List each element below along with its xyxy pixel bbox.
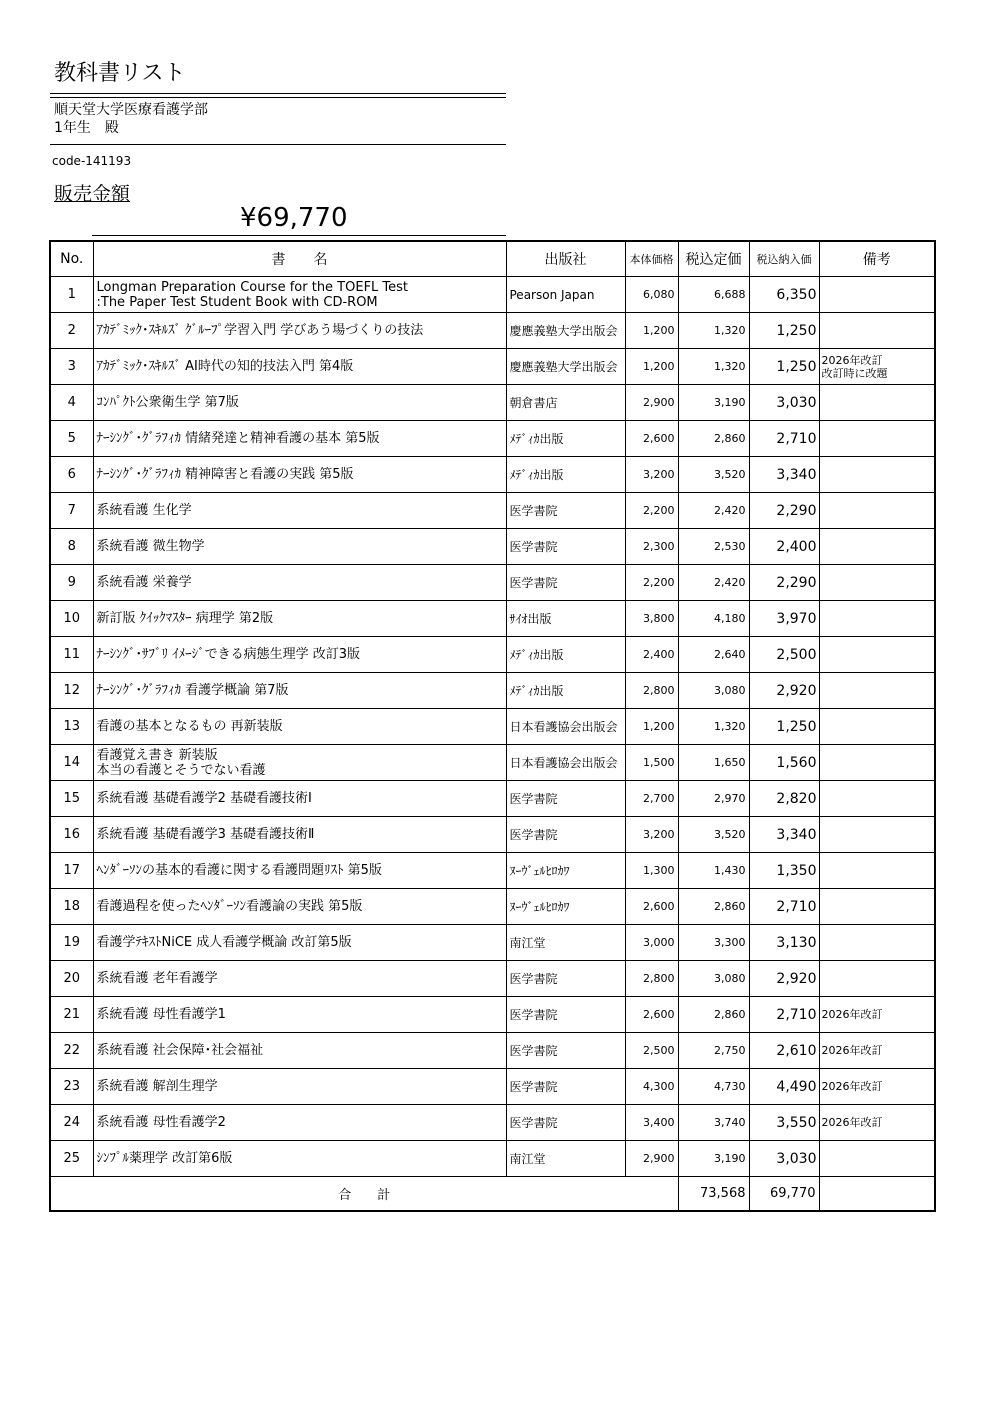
row-number: 15 — [50, 781, 93, 817]
note — [819, 745, 935, 781]
row-number: 14 — [50, 745, 93, 781]
total-row — [50, 1177, 935, 1212]
table-row — [50, 637, 935, 673]
net-price: 4,490 — [749, 1069, 819, 1105]
list-price: 3,300 — [678, 925, 749, 961]
base-price: 1,200 — [625, 709, 678, 745]
note — [819, 637, 935, 673]
book-title: 看護学ﾃｷｽﾄNiCE 成人看護学概論 改訂第5版 — [93, 925, 506, 961]
net-price: 1,250 — [749, 349, 819, 385]
base-price: 3,200 — [625, 817, 678, 853]
base-price: 2,400 — [625, 637, 678, 673]
header-notes: 備考 — [819, 241, 935, 277]
book-title: 新訂版 ｸｲｯｸﾏｽﾀｰ 病理学 第2版 — [93, 601, 506, 637]
list-price: 2,860 — [678, 997, 749, 1033]
book-title: 看護覚え書き 新装版 本当の看護とそうでない看護 — [93, 745, 506, 781]
net-price: 2,920 — [749, 673, 819, 709]
title-divider — [50, 93, 506, 94]
base-price: 2,800 — [625, 961, 678, 997]
net-price: 2,290 — [749, 565, 819, 601]
net-price: 1,250 — [749, 709, 819, 745]
publisher: 医学書院 — [506, 565, 625, 601]
header-publisher: 出版社 — [506, 241, 625, 277]
net-price: 2,710 — [749, 997, 819, 1033]
table-row — [50, 745, 935, 781]
publisher: 医学書院 — [506, 1069, 625, 1105]
book-title: ﾅｰｼﾝｸﾞ･ｻﾌﾞﾘ ｲﾒｰｼﾞできる病態生理学 改訂3版 — [93, 637, 506, 673]
row-number: 7 — [50, 493, 93, 529]
recipient-grade: 1年生 殿 — [54, 120, 119, 136]
document-code: code-141193 — [52, 154, 132, 168]
list-price: 6,688 — [678, 277, 749, 313]
note — [819, 313, 935, 349]
table-row — [50, 1069, 935, 1105]
row-number: 9 — [50, 565, 93, 601]
book-title: ﾅｰｼﾝｸﾞ･ｸﾞﾗﾌｨｶ 情緒発達と精神看護の基本 第5版 — [93, 421, 506, 457]
table-row — [50, 1033, 935, 1069]
book-title: ｺﾝﾊﾟｸﾄ公衆衛生学 第7版 — [93, 385, 506, 421]
header-net-price: 税込納入価 — [749, 241, 819, 277]
base-price: 2,300 — [625, 529, 678, 565]
table-row — [50, 493, 935, 529]
base-price: 3,400 — [625, 1105, 678, 1141]
net-price: 3,340 — [749, 457, 819, 493]
table-row — [50, 385, 935, 421]
list-price: 2,420 — [678, 565, 749, 601]
note — [819, 421, 935, 457]
list-price: 1,320 — [678, 349, 749, 385]
publisher: 医学書院 — [506, 961, 625, 997]
row-number: 10 — [50, 601, 93, 637]
list-price: 3,520 — [678, 817, 749, 853]
book-title: 系統看護 母性看護学1 — [93, 997, 506, 1033]
school-name: 順天堂大学医療看護学部 — [54, 102, 208, 118]
list-price: 1,650 — [678, 745, 749, 781]
list-price: 4,180 — [678, 601, 749, 637]
publisher: ﾒﾃﾞｨｶ出版 — [506, 637, 625, 673]
list-price: 2,530 — [678, 529, 749, 565]
base-price: 1,200 — [625, 349, 678, 385]
base-price: 4,300 — [625, 1069, 678, 1105]
book-title: 系統看護 社会保障･社会福祉 — [93, 1033, 506, 1069]
list-price: 3,190 — [678, 1141, 749, 1177]
note: 2026年改訂 — [819, 997, 935, 1033]
row-number: 4 — [50, 385, 93, 421]
list-price: 2,860 — [678, 889, 749, 925]
sales-amount-label: 販売金額 — [54, 183, 131, 205]
row-number: 12 — [50, 673, 93, 709]
header-list-price: 税込定価 — [678, 241, 749, 277]
sales-amount-underline — [92, 235, 506, 236]
table-row — [50, 1141, 935, 1177]
net-price: 2,500 — [749, 637, 819, 673]
document-title: 教科書リスト — [54, 61, 186, 86]
net-price: 2,820 — [749, 781, 819, 817]
base-price: 6,080 — [625, 277, 678, 313]
net-price: 1,250 — [749, 313, 819, 349]
table-row — [50, 349, 935, 385]
row-number: 16 — [50, 817, 93, 853]
note — [819, 457, 935, 493]
publisher: 朝倉書店 — [506, 385, 625, 421]
list-price: 1,320 — [678, 709, 749, 745]
list-price: 2,420 — [678, 493, 749, 529]
list-price: 3,080 — [678, 961, 749, 997]
list-price: 2,750 — [678, 1033, 749, 1069]
table-row — [50, 565, 935, 601]
note — [819, 925, 935, 961]
header-base-price: 本体価格 — [625, 241, 678, 277]
net-price: 3,970 — [749, 601, 819, 637]
publisher: 南江堂 — [506, 925, 625, 961]
net-price: 2,400 — [749, 529, 819, 565]
note — [819, 1141, 935, 1177]
publisher: 医学書院 — [506, 817, 625, 853]
note — [819, 601, 935, 637]
publisher: 慶應義塾大学出版会 — [506, 349, 625, 385]
header-title: 書 名 — [93, 241, 506, 277]
publisher: Pearson Japan — [506, 277, 625, 313]
title-divider-second — [50, 97, 506, 98]
book-title: 看護過程を使ったﾍﾝﾀﾞｰｿﾝ看護論の実践 第5版 — [93, 889, 506, 925]
base-price: 2,600 — [625, 421, 678, 457]
total-notes — [819, 1177, 935, 1212]
row-number: 20 — [50, 961, 93, 997]
row-number: 1 — [50, 277, 93, 313]
sales-amount-value: ¥69,770 — [240, 203, 348, 233]
table-row — [50, 421, 935, 457]
net-price: 3,030 — [749, 385, 819, 421]
book-title: 系統看護 基礎看護学2 基礎看護技術Ⅰ — [93, 781, 506, 817]
publisher: ﾒﾃﾞｨｶ出版 — [506, 421, 625, 457]
note — [819, 889, 935, 925]
list-price: 3,740 — [678, 1105, 749, 1141]
publisher: 医学書院 — [506, 997, 625, 1033]
row-number: 23 — [50, 1069, 93, 1105]
note: 2026年改訂 — [819, 1105, 935, 1141]
base-price: 2,500 — [625, 1033, 678, 1069]
base-price: 2,800 — [625, 673, 678, 709]
base-price: 1,200 — [625, 313, 678, 349]
net-price: 3,340 — [749, 817, 819, 853]
table-row — [50, 853, 935, 889]
table-row — [50, 1105, 935, 1141]
net-price: 1,350 — [749, 853, 819, 889]
table-row — [50, 529, 935, 565]
base-price: 3,800 — [625, 601, 678, 637]
note: 2026年改訂 — [819, 1069, 935, 1105]
table-row — [50, 601, 935, 637]
note — [819, 817, 935, 853]
table-row — [50, 673, 935, 709]
book-title: 系統看護 微生物学 — [93, 529, 506, 565]
row-number: 8 — [50, 529, 93, 565]
net-price: 3,130 — [749, 925, 819, 961]
net-price: 2,710 — [749, 421, 819, 457]
base-price: 2,200 — [625, 565, 678, 601]
base-price: 2,200 — [625, 493, 678, 529]
row-number: 5 — [50, 421, 93, 457]
base-price: 2,600 — [625, 997, 678, 1033]
publisher: 日本看護協会出版会 — [506, 709, 625, 745]
book-title: ｱｶﾃﾞﾐｯｸ･ｽｷﾙｽﾞ AI時代の知的技法入門 第4版 — [93, 349, 506, 385]
list-price: 1,320 — [678, 313, 749, 349]
net-price: 2,610 — [749, 1033, 819, 1069]
list-price: 4,730 — [678, 1069, 749, 1105]
publisher: 慶應義塾大学出版会 — [506, 313, 625, 349]
note — [819, 709, 935, 745]
base-price: 2,900 — [625, 1141, 678, 1177]
book-title: 系統看護 栄養学 — [93, 565, 506, 601]
base-price: 1,500 — [625, 745, 678, 781]
table-row — [50, 709, 935, 745]
base-price: 2,700 — [625, 781, 678, 817]
recipient-underline — [50, 144, 506, 145]
publisher: 医学書院 — [506, 529, 625, 565]
row-number: 24 — [50, 1105, 93, 1141]
table-row — [50, 457, 935, 493]
total-net-price: 69,770 — [749, 1177, 819, 1212]
list-price: 3,190 — [678, 385, 749, 421]
note: 2026年改訂 改訂時に改題 — [819, 349, 935, 385]
table-row — [50, 817, 935, 853]
table-row — [50, 781, 935, 817]
table-row — [50, 313, 935, 349]
list-price: 1,430 — [678, 853, 749, 889]
book-title: 系統看護 基礎看護学3 基礎看護技術Ⅱ — [93, 817, 506, 853]
note — [819, 493, 935, 529]
table-row — [50, 997, 935, 1033]
row-number: 17 — [50, 853, 93, 889]
net-price: 6,350 — [749, 277, 819, 313]
total-label: 合 計 — [50, 1177, 678, 1212]
table-row — [50, 277, 935, 313]
table-header-row — [50, 241, 935, 277]
net-price: 1,560 — [749, 745, 819, 781]
book-title: ﾅｰｼﾝｸﾞ･ｸﾞﾗﾌｨｶ 精神障害と看護の実践 第5版 — [93, 457, 506, 493]
book-title: 系統看護 解剖生理学 — [93, 1069, 506, 1105]
publisher: 医学書院 — [506, 1105, 625, 1141]
table-row — [50, 961, 935, 997]
book-title: Longman Preparation Course for the TOEFL Test :The Paper Test Student Book with CD-ROM — [93, 277, 506, 313]
publisher: 医学書院 — [506, 1033, 625, 1069]
list-price: 2,860 — [678, 421, 749, 457]
base-price: 3,200 — [625, 457, 678, 493]
note — [819, 385, 935, 421]
base-price: 1,300 — [625, 853, 678, 889]
row-number: 6 — [50, 457, 93, 493]
table-row — [50, 925, 935, 961]
book-title: ﾅｰｼﾝｸﾞ･ｸﾞﾗﾌｨｶ 看護学概論 第7版 — [93, 673, 506, 709]
publisher: ﾇｰｳﾞｪﾙﾋﾛｶﾜ — [506, 853, 625, 889]
publisher: ﾒﾃﾞｨｶ出版 — [506, 457, 625, 493]
note — [819, 529, 935, 565]
note — [819, 781, 935, 817]
table-row — [50, 889, 935, 925]
book-title: ﾍﾝﾀﾞｰｿﾝの基本的看護に関する看護問題ﾘｽﾄ 第5版 — [93, 853, 506, 889]
net-price: 3,550 — [749, 1105, 819, 1141]
book-title: 看護の基本となるもの 再新装版 — [93, 709, 506, 745]
base-price: 2,600 — [625, 889, 678, 925]
list-price: 3,520 — [678, 457, 749, 493]
publisher: 日本看護協会出版会 — [506, 745, 625, 781]
row-number: 11 — [50, 637, 93, 673]
note — [819, 673, 935, 709]
note — [819, 277, 935, 313]
note — [819, 961, 935, 997]
note — [819, 565, 935, 601]
row-number: 13 — [50, 709, 93, 745]
book-title: 系統看護 老年看護学 — [93, 961, 506, 997]
publisher: ｻｲｵ出版 — [506, 601, 625, 637]
row-number: 19 — [50, 925, 93, 961]
total-list-price: 73,568 — [678, 1177, 749, 1212]
net-price: 2,710 — [749, 889, 819, 925]
header-no: No. — [50, 241, 93, 277]
row-number: 3 — [50, 349, 93, 385]
row-number: 18 — [50, 889, 93, 925]
list-price: 2,970 — [678, 781, 749, 817]
publisher: 医学書院 — [506, 493, 625, 529]
net-price: 3,030 — [749, 1141, 819, 1177]
row-number: 22 — [50, 1033, 93, 1069]
net-price: 2,290 — [749, 493, 819, 529]
row-number: 2 — [50, 313, 93, 349]
note: 2026年改訂 — [819, 1033, 935, 1069]
net-price: 2,920 — [749, 961, 819, 997]
list-price: 2,640 — [678, 637, 749, 673]
book-title: ｼﾝﾌﾟﾙ薬理学 改訂第6版 — [93, 1141, 506, 1177]
row-number: 21 — [50, 997, 93, 1033]
publisher: ﾒﾃﾞｨｶ出版 — [506, 673, 625, 709]
publisher: ﾇｰｳﾞｪﾙﾋﾛｶﾜ — [506, 889, 625, 925]
base-price: 3,000 — [625, 925, 678, 961]
book-title: 系統看護 母性看護学2 — [93, 1105, 506, 1141]
base-price: 2,900 — [625, 385, 678, 421]
textbook-table — [49, 240, 936, 1212]
book-title: 系統看護 生化学 — [93, 493, 506, 529]
note — [819, 853, 935, 889]
row-number: 25 — [50, 1141, 93, 1177]
book-title: ｱｶﾃﾞﾐｯｸ･ｽｷﾙｽﾞ ｸﾞﾙｰﾌﾟ学習入門 学びあう場づくりの技法 — [93, 313, 506, 349]
list-price: 3,080 — [678, 673, 749, 709]
publisher: 南江堂 — [506, 1141, 625, 1177]
publisher: 医学書院 — [506, 781, 625, 817]
